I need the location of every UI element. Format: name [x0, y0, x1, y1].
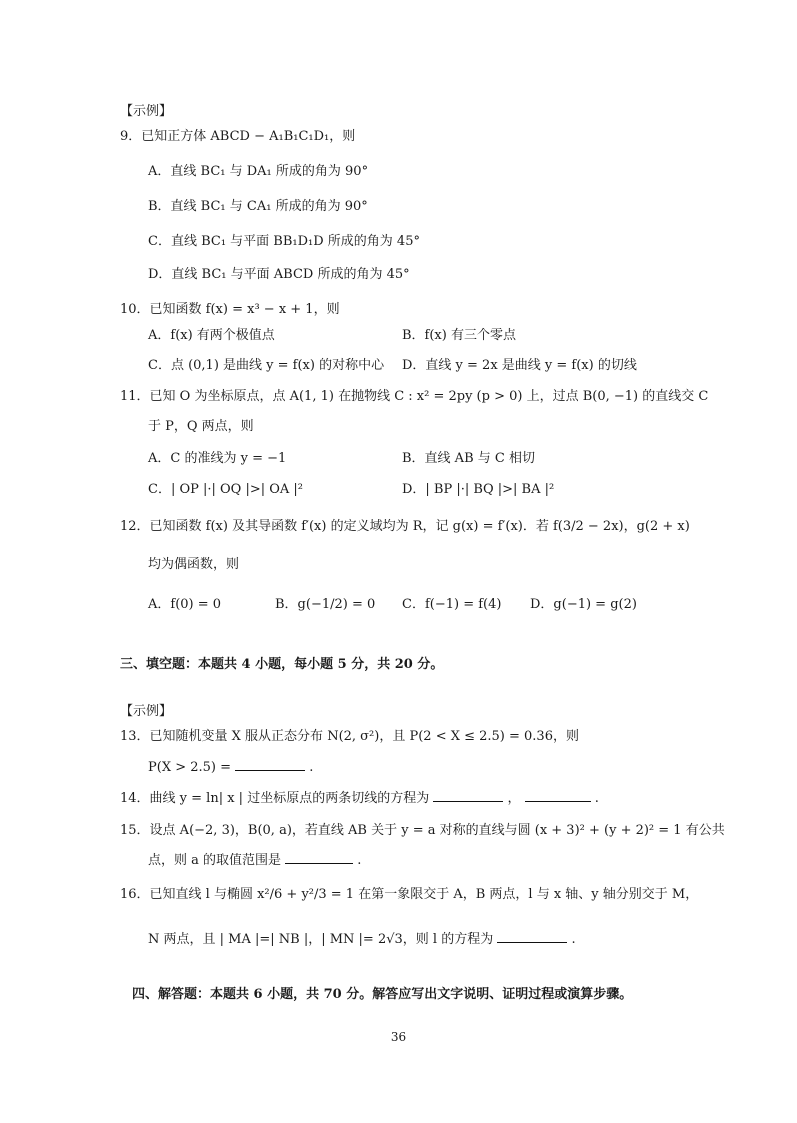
q11-option-a: A．C 的准线为 y = −1	[148, 451, 287, 466]
question-13-line-2	[148, 758, 313, 777]
q9-option-a: A．直线 BC₁ 与 DA₁ 所成的角为 90°	[148, 164, 369, 179]
q10-option-d: D．直线 y = 2x 是曲线 y = f(x) 的切线	[402, 358, 637, 373]
q12-option-a: A．f(0) = 0	[148, 597, 222, 612]
q13-answer-blank	[235, 758, 305, 771]
q10-option-c: C．点 (0,1) 是曲线 y = f(x) 的对称中心	[148, 358, 385, 373]
q12-option-d: D．g(−1) = g(2)	[530, 597, 637, 612]
q13-end-mark: .	[309, 760, 314, 775]
section-3-heading: 三、填空题：本题共 4 小题，每小题 5 分，共 20 分。	[120, 657, 444, 672]
section-4-heading: 四、解答题：本题共 6 小题，共 70 分。解答应写出文字说明、证明过程或演算步骤。	[132, 987, 633, 1002]
q11-option-b: B．直线 AB 与 C 相切	[402, 451, 535, 466]
question-12-stem-line-1: 12．已知函数 f(x) 及其导函数 f′(x) 的定义域均为 R，记 g(x) = f′(x)．若 f(3/2 − 2x)，g(2 + x)	[120, 519, 690, 534]
q10-option-b: B．f(x) 有三个零点	[402, 328, 516, 343]
question-14	[120, 789, 599, 808]
q15-answer-blank	[285, 851, 353, 864]
q9-option-d: D．直线 BC₁ 与平面 ABCD 所成的角为 45°	[148, 267, 410, 282]
q15-answer-prefix: 点，则 a 的取值范围是	[148, 853, 282, 868]
question-11-stem-line-2: 于 P，Q 两点，则	[148, 419, 254, 434]
q9-option-b: B．直线 BC₁ 与 CA₁ 所成的角为 90°	[148, 199, 368, 214]
question-16-line-1: 16．已知直线 l 与椭圆 x²/6 + y²/3 = 1 在第一象限交于 A，B 两点，l 与 x 轴、y 轴分别交于 M，	[120, 887, 699, 902]
q14-answer-blank-2	[525, 789, 591, 802]
example-label-2: 【示例】	[120, 704, 173, 719]
question-9-stem: 9．已知正方体 ABCD − A₁B₁C₁D₁，则	[120, 129, 356, 144]
q14-text: 14．曲线 y = ln| x | 过坐标原点的两条切线的方程为	[120, 791, 430, 806]
q12-option-c: C．f(−1) = f(4)	[402, 597, 502, 612]
q12-option-b: B．g(−1/2) = 0	[275, 597, 376, 612]
question-10-stem: 10．已知函数 f(x) = x³ − x + 1，则	[120, 302, 340, 317]
q11-option-d: D．| BP |·| BQ |>| BA |²	[402, 482, 555, 497]
q14-separator: ，	[507, 791, 521, 806]
question-15-line-2	[148, 851, 361, 870]
q16-answer-blank	[497, 930, 567, 943]
question-15-line-1: 15．设点 A(−2, 3)，B(0, a)，若直线 AB 关于 y = a 对称的直线与圆 (x + 3)² + (y + 2)² = 1 有公共	[120, 823, 725, 838]
q14-end-mark: .	[594, 791, 599, 806]
q13-answer-prefix: P(X > 2.5) =	[148, 760, 232, 775]
question-11-stem-line-1: 11．已知 O 为坐标原点，点 A(1, 1) 在抛物线 C : x² = 2py (p > 0) 上，过点 B(0, −1) 的直线交 C	[120, 389, 709, 404]
q10-option-a: A．f(x) 有两个极值点	[148, 328, 275, 343]
q16-end-mark: .	[571, 932, 576, 947]
question-12-stem-line-2: 均为偶函数，则	[148, 557, 240, 572]
q16-answer-prefix: N 两点，且 | MA |=| NB |，| MN |= 2√3，则 l 的方程为	[148, 932, 494, 947]
q11-option-c: C．| OP |·| OQ |>| OA |²	[148, 482, 304, 497]
page-number: 36	[390, 1030, 407, 1044]
q15-end-mark: .	[357, 853, 362, 868]
question-13-line-1: 13．已知随机变量 X 服从正态分布 N(2, σ²)，且 P(2 < X ≤ 2.5) = 0.36，则	[120, 729, 579, 744]
q14-answer-blank-1	[433, 789, 503, 802]
example-label-1: 【示例】	[120, 104, 173, 119]
q9-option-c: C．直线 BC₁ 与平面 BB₁D₁D 所成的角为 45°	[148, 234, 420, 249]
question-16-line-2	[148, 930, 576, 949]
